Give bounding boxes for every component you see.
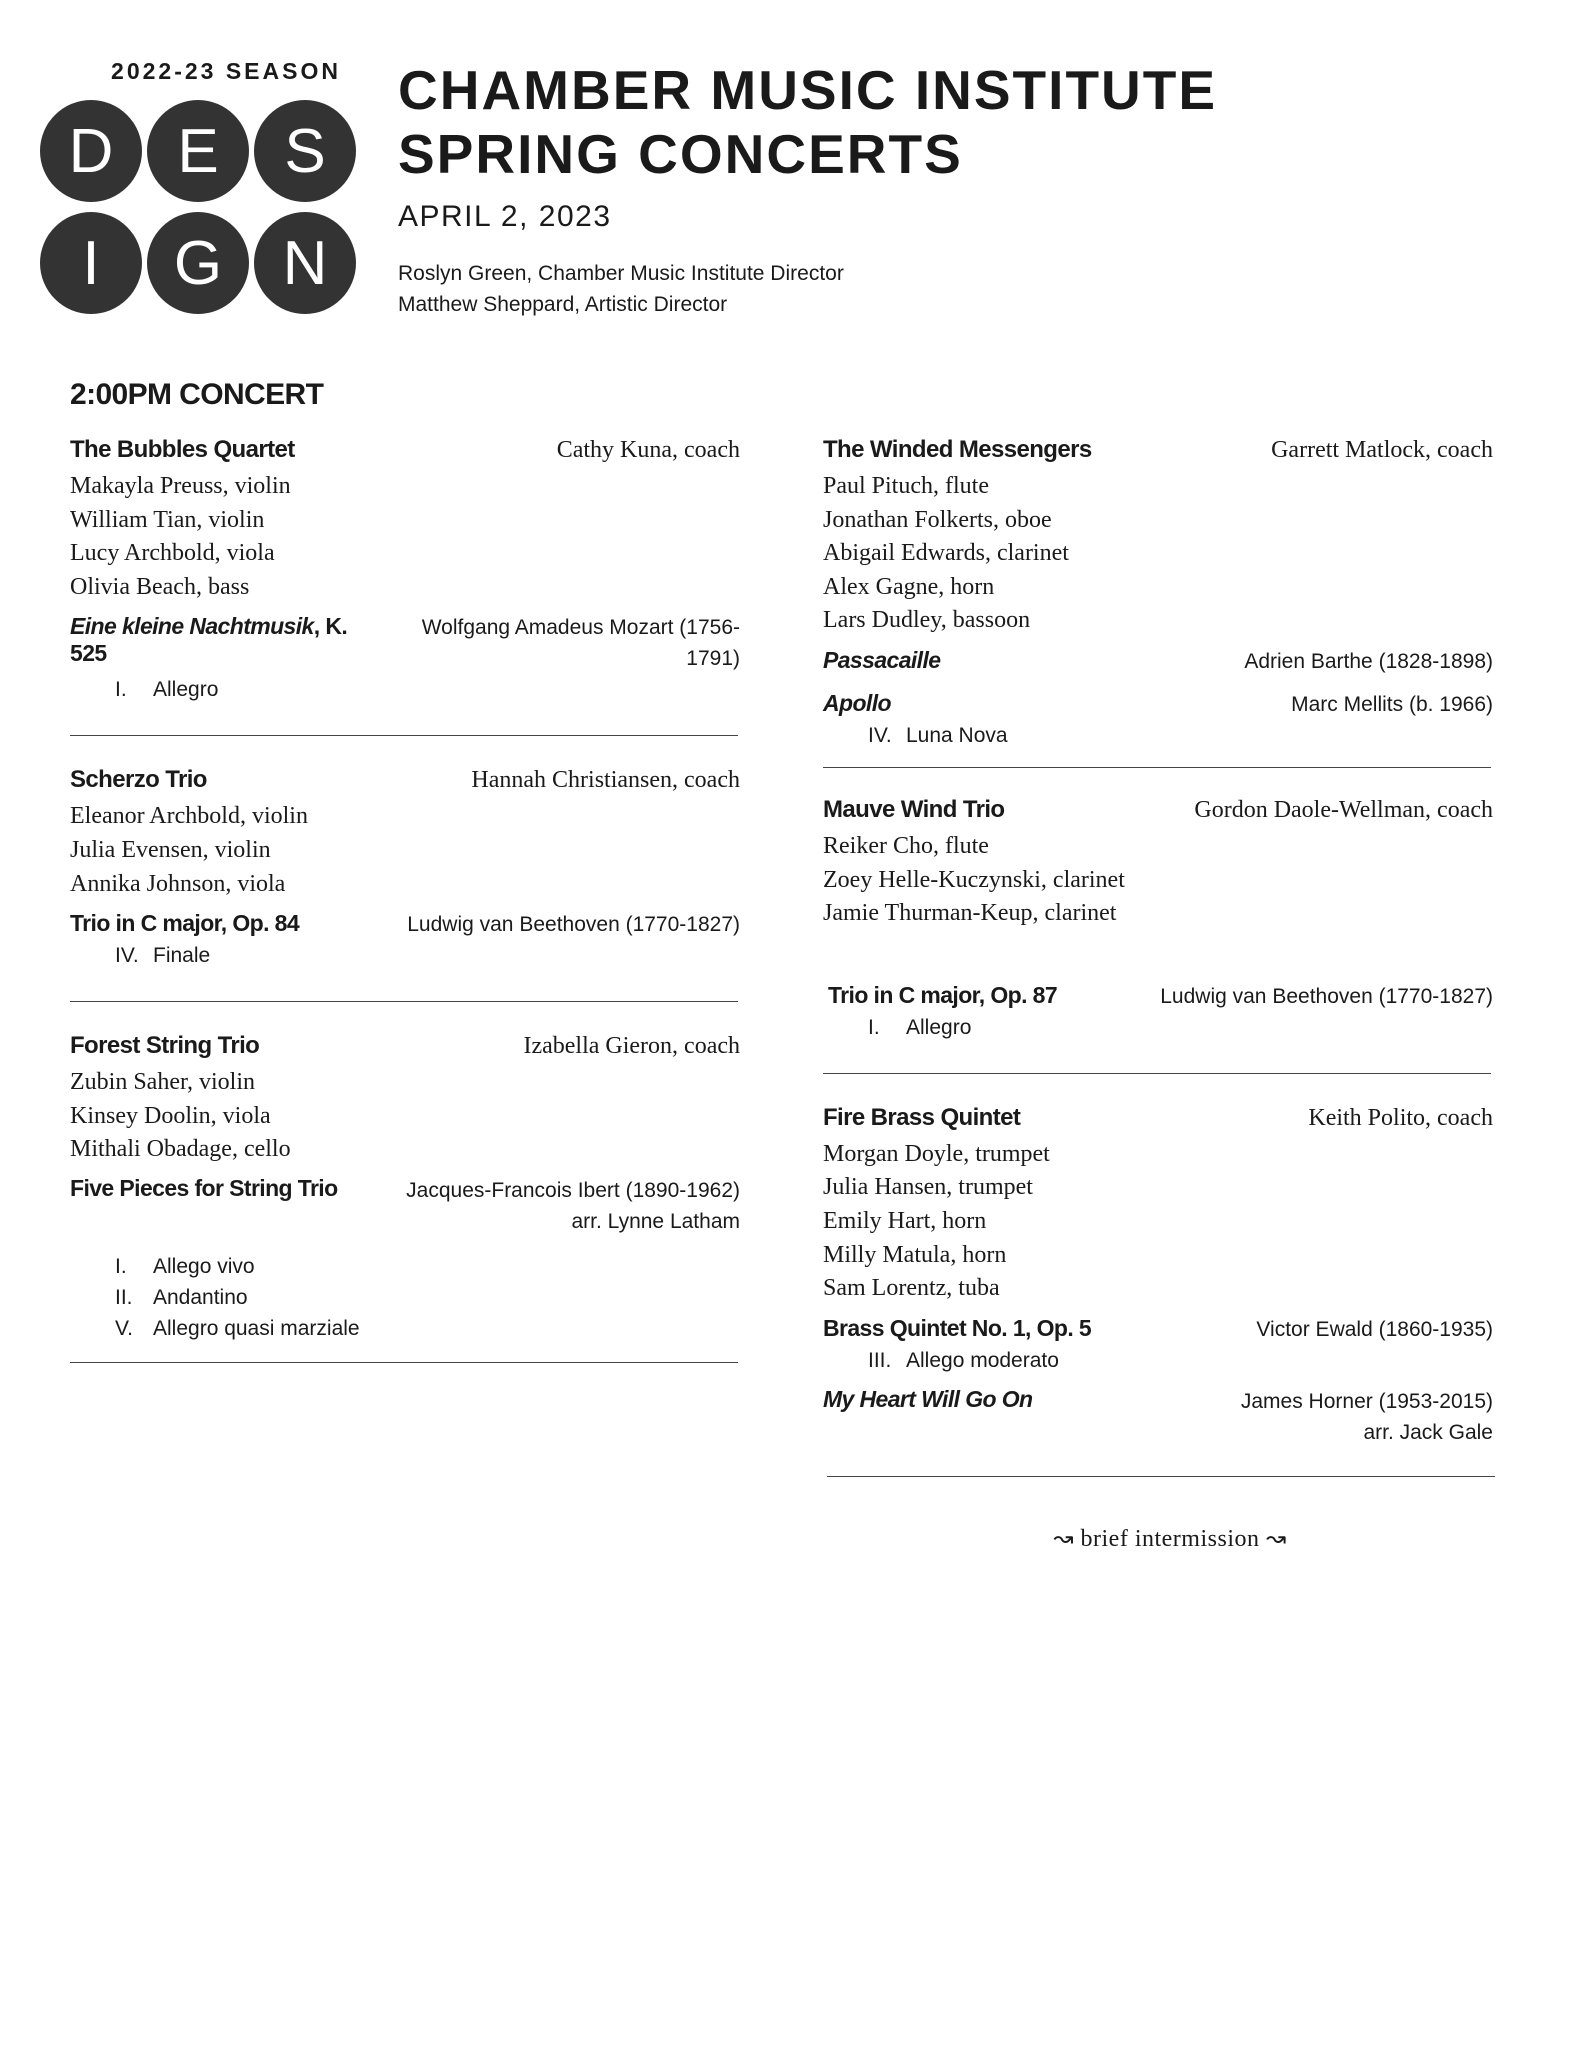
intermission-note: ↝ brief intermission ↝ <box>1053 1526 1287 1552</box>
member: Sam Lorentz, tuba <box>823 1275 1000 1302</box>
movement <box>70 1313 740 1344</box>
title-line-2: SPRING CONCERTS <box>398 123 963 185</box>
ensemble-name: Fire Brass Quintet <box>823 1103 1021 1131</box>
composer: James Horner (1953-2015) <box>1240 1389 1493 1413</box>
movement-name: Andantino <box>153 1285 248 1309</box>
piece-title <box>70 613 380 667</box>
movement-number: I. <box>868 1015 880 1039</box>
composer-block <box>406 1175 740 1237</box>
movement <box>823 1012 1493 1043</box>
movement <box>70 1282 740 1313</box>
directors <box>398 258 844 320</box>
composer: Adrien Barthe (1828-1898) <box>1244 649 1493 673</box>
divider <box>823 1073 1491 1074</box>
member: Morgan Doyle, trumpet <box>823 1140 1050 1167</box>
ensemble-forest-string-trio <box>70 1032 740 1344</box>
movement-name: Allegro <box>153 678 219 702</box>
member: Olivia Beach, bass <box>70 573 250 600</box>
movement-number: III. <box>868 1348 892 1372</box>
member: Jonathan Folkerts, oboe <box>823 506 1052 533</box>
right-column <box>823 436 1493 1477</box>
movement-number: II. <box>115 1285 133 1309</box>
member: Emily Hart, horn <box>823 1207 987 1234</box>
coach-name: Garrett Matlock, coach <box>1271 437 1493 463</box>
movement-number: IV. <box>868 723 892 747</box>
member: Alex Gagne, horn <box>823 573 995 600</box>
ensemble-name: Mauve Wind Trio <box>823 795 1005 823</box>
ensemble-mauve-wind-trio <box>823 796 1493 1043</box>
composer: Ludwig van Beethoven (1770-1827) <box>407 913 740 937</box>
arranger: arr. Lynne Latham <box>571 1209 740 1233</box>
logo-letter-s: S <box>254 100 356 202</box>
member: Jamie Thurman-Keup, clarinet <box>823 900 1117 927</box>
arranger: arr. Jack Gale <box>1363 1420 1493 1444</box>
movement-name: Allegro quasi marziale <box>153 1316 360 1340</box>
divider <box>70 1362 738 1363</box>
movement-name: Finale <box>153 944 211 968</box>
divider <box>823 767 1491 768</box>
piece-title-catalog: , K. 525 <box>70 613 348 667</box>
season-label: 2022-23 SEASON <box>111 58 341 84</box>
ensemble-name: The Winded Messengers <box>823 436 1092 463</box>
concert-date: APRIL 2, 2023 <box>398 200 612 233</box>
movement <box>823 720 1493 751</box>
composer: Marc Mellits (b. 1966) <box>1291 692 1493 716</box>
composer-block <box>1241 1386 1493 1448</box>
member: Julia Hansen, trumpet <box>823 1174 1033 1201</box>
composer: Victor Ewald (1860-1935) <box>1256 1317 1493 1341</box>
ensemble-name: Forest String Trio <box>70 1032 260 1060</box>
movement-name: Allego moderato <box>906 1348 1059 1372</box>
movement-name: Allego vivo <box>153 1254 255 1278</box>
member: Abigail Edwards, clarinet <box>823 540 1069 567</box>
movement <box>70 674 740 705</box>
ensemble-name: Scherzo Trio <box>70 766 207 794</box>
logo-letter-e: E <box>147 100 249 202</box>
logo-letter-n: N <box>254 212 356 314</box>
ensemble-bubbles-quartet <box>70 436 740 705</box>
coach-name: Hannah Christiansen, coach <box>471 767 740 794</box>
member: Eleanor Archbold, violin <box>70 803 308 830</box>
movement-number: IV. <box>115 944 139 968</box>
coach-name: Izabella Gieron, coach <box>523 1033 740 1060</box>
member: Julia Evensen, violin <box>70 836 271 863</box>
member: Reiker Cho, flute <box>823 832 989 859</box>
ensemble-winded-messengers <box>823 436 1493 751</box>
concert-heading: 2:00PM CONCERT <box>70 378 324 411</box>
composer: Ludwig van Beethoven (1770-1827) <box>1160 984 1493 1008</box>
member: Zoey Helle-Kuczynski, clarinet <box>823 866 1125 893</box>
movement-number: V. <box>115 1316 133 1340</box>
ensemble-scherzo-trio <box>70 766 740 971</box>
logo-letter-g: G <box>147 212 249 314</box>
coach-name: Keith Polito, coach <box>1308 1104 1493 1131</box>
member: Annika Johnson, viola <box>70 870 286 897</box>
logo-letter-i: I <box>40 212 142 314</box>
composer: Jacques-Francois Ibert (1890-1962) <box>406 1178 740 1202</box>
piece-title: Five Pieces for String Trio <box>70 1174 338 1201</box>
movement-number: I. <box>115 1254 127 1278</box>
member: Milly Matula, horn <box>823 1241 1007 1268</box>
artistic-director: Matthew Sheppard, Artistic Director <box>398 293 728 316</box>
divider <box>827 1476 1495 1477</box>
movement-name: Allegro <box>906 1015 972 1039</box>
piece-title: Passacaille <box>823 646 941 673</box>
piece-title: Trio in C major, Op. 84 <box>70 910 300 937</box>
member: Zubin Saher, violin <box>70 1069 256 1096</box>
title-line-1: CHAMBER MUSIC INSTITUTE <box>398 59 1218 121</box>
movement-number: I. <box>115 678 127 702</box>
piece-title: My Heart Will Go On <box>823 1385 1033 1412</box>
member: Mithali Obadage, cello <box>70 1136 291 1163</box>
member: Paul Pituch, flute <box>823 473 989 499</box>
institute-director: Roslyn Green, Chamber Music Institute Director <box>398 262 844 285</box>
member: William Tian, violin <box>70 506 265 533</box>
movement <box>70 940 740 971</box>
movement <box>823 1345 1493 1376</box>
member: Lucy Archbold, viola <box>70 540 275 567</box>
ensemble-fire-brass-quintet <box>823 1104 1493 1448</box>
left-column <box>70 436 740 1363</box>
divider <box>70 735 738 736</box>
ensemble-name: The Bubbles Quartet <box>70 436 295 463</box>
coach-name: Cathy Kuna, coach <box>556 437 740 463</box>
logo-letter-d: D <box>40 100 142 202</box>
member: Kinsey Doolin, viola <box>70 1102 271 1129</box>
divider <box>70 1001 738 1002</box>
piece-title: Trio in C major, Op. 87 <box>828 981 1058 1008</box>
member: Lars Dudley, bassoon <box>823 607 1031 634</box>
piece-title: Brass Quintet No. 1, Op. 5 <box>823 1314 1092 1341</box>
piece-title-italic: Eine kleine Nachtmusik <box>70 613 314 640</box>
member: Makayla Preuss, violin <box>70 473 291 499</box>
piece-title: Apollo <box>823 689 891 716</box>
page-title <box>398 58 1217 186</box>
movement <box>70 1251 740 1282</box>
coach-name: Gordon Daole-Wellman, coach <box>1194 796 1493 823</box>
composer: Wolfgang Amadeus Mozart (1756-1791) <box>421 616 740 671</box>
movement-name: Luna Nova <box>906 723 1008 747</box>
